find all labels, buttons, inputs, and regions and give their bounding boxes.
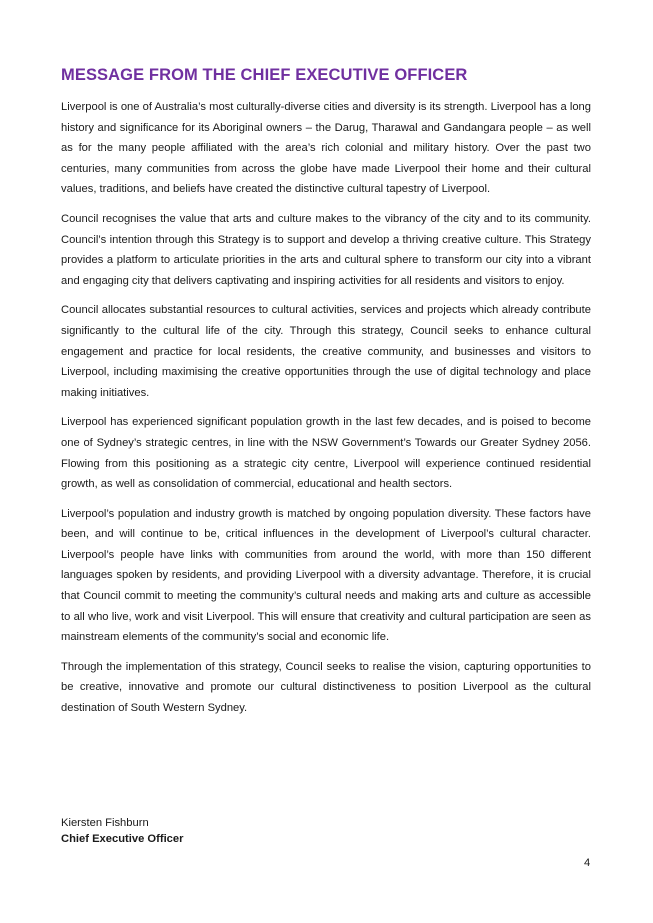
paragraph: Council allocates substantial resources to cultural activities, services and projects which already contribute significantly to the cultural life of the city. Through this strategy, Council seeks to enhance cultural engagement and practice for local residents, the creative community, and businesses and visitors to Liverpool, including maximising the creative opportunities through the use of digital technology and place making initiatives.	[61, 304, 591, 399]
paragraph: Council recognises the value that arts and culture makes to the vibrancy of the city and to its community. Council’s intention through this Strategy is to support and develop a thriving creative culture. This Strategy provides a platform to articulate priorities in the arts and cultural sphere to transform our city into a vibrant and engaging city that delivers captivating and inspiring activities for all residents and visitors to enjoy.	[61, 212, 591, 287]
paragraph: Liverpool is one of Australia’s most culturally-diverse cities and diversity is its strength. Liverpool has a long history and significance for its Aboriginal owners – the Darug, Tharawal and Gandangara people – as well as for the many people affiliated with the area’s rich colonial and military history. Over the past two centuries, many communities from across the globe have made Liverpool their home and their cultural values, traditions, and beliefs have created the distinctive cultural tapestry of Liverpool.	[61, 101, 591, 196]
signature-block	[61, 815, 183, 847]
paragraph: Liverpool has experienced significant population growth in the last few decades, and is poised to become one of Sydney’s strategic centres, in line with the NSW Government’s Towards our Greater Sydney 2056. Flowing from this positioning as a strategic city centre, Liverpool will experience continued residential growth, as well as consolidation of commercial, educational and health sectors.	[61, 416, 591, 491]
paragraph: Liverpool’s population and industry growth is matched by ongoing population diversity. These factors have been, and will continue to be, critical influences in the development of Liverpool’s cultural character. Liverpool’s people have links with communities from around the world, with more than 150 different languages spoken by residents, and providing Liverpool with a diversity advantage. Therefore, it is crucial that Council commit to meeting the community’s cultural needs and making arts and culture as accessible to all who live, work and visit Liverpool. This will ensure that creativity and cultural participation are seen as mainstream elements of the community’s social and economic life.	[61, 507, 591, 644]
paragraph: Through the implementation of this strategy, Council seeks to realise the vision, capturing opportunities to be creative, innovative and promote our cultural distinctiveness to position Liverpool as the cultural destination of South Western Sydney.	[61, 660, 591, 715]
page-number: 4	[584, 857, 591, 869]
page-heading: MESSAGE FROM THE CHIEF EXECUTIVE OFFICER	[61, 66, 468, 84]
signatory-title: Chief Executive Officer	[61, 833, 184, 845]
signatory-name: Kiersten Fishburn	[61, 817, 149, 829]
document-body	[61, 66, 591, 728]
